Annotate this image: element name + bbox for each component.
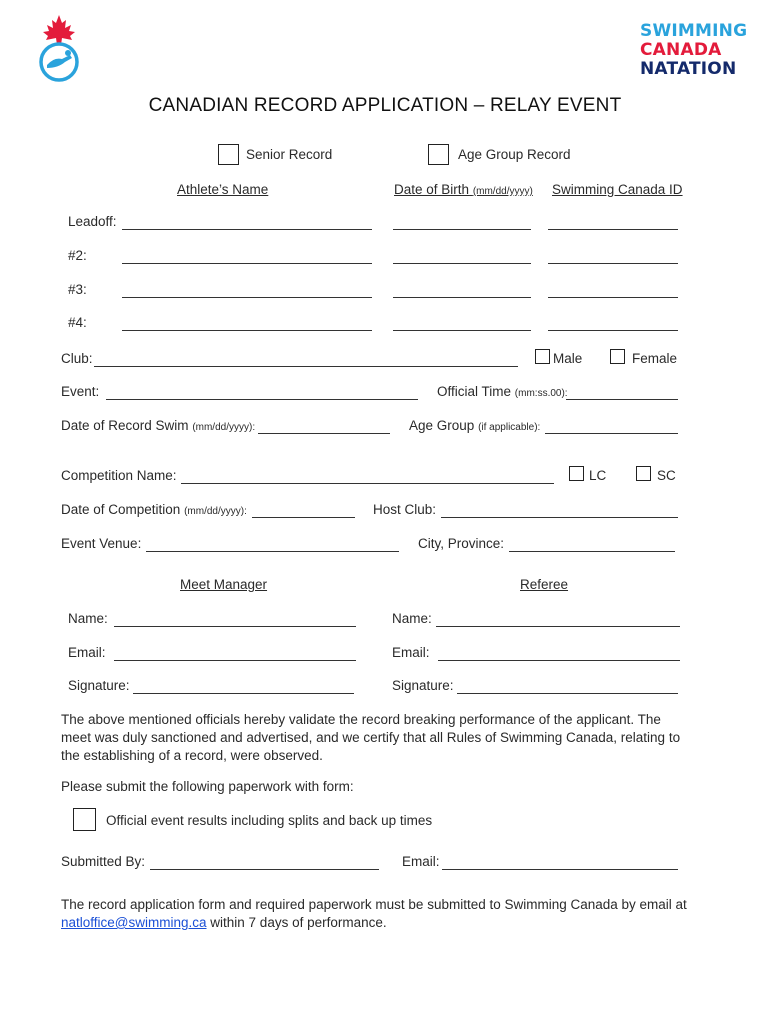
competition-date-label [61, 502, 247, 517]
submitter-email-field[interactable] [442, 869, 678, 870]
club-label: Club: [61, 351, 93, 366]
submission-instructions-text: The record application form and required paperwork must be submitted to Swimming Canada by email at [61, 897, 687, 912]
brand-wordmark-line2: CANADA [640, 40, 722, 60]
official-time-format: (mm:ss.00): [514, 388, 568, 399]
page-title: CANADIAN RECORD APPLICATION – RELAY EVENT [148, 95, 622, 116]
swimmer-2-id-field[interactable] [548, 263, 678, 264]
event-field[interactable] [106, 399, 418, 400]
event-label: Event: [61, 384, 100, 399]
submission-instructions [61, 896, 691, 932]
swimmer-2-dob-field[interactable] [393, 263, 531, 264]
referee-signature-field[interactable] [457, 693, 678, 694]
female-label: Female [632, 351, 678, 366]
referee-header: Referee [520, 577, 569, 592]
referee-email-field[interactable] [438, 660, 680, 661]
event-venue-field[interactable] [146, 551, 399, 552]
senior-record-label: Senior Record [246, 147, 333, 162]
meet-manager-signature-label: Signature: [68, 678, 130, 693]
meet-manager-name-label: Name: [68, 611, 108, 626]
maple-leaf-swimmer-logo-icon [34, 13, 84, 83]
swimming-canada-id-header: Swimming Canada ID [552, 182, 683, 197]
dob-header-label: Date of Birth [394, 182, 470, 197]
competition-date-text: Date of Competition [61, 502, 181, 517]
event-venue-label: Event Venue: [61, 536, 142, 551]
sc-label: SC [657, 468, 676, 483]
submitted-by-field[interactable] [150, 869, 379, 870]
dob-header [394, 182, 533, 197]
age-group-note: (if applicable): [478, 422, 541, 433]
dob-format: (mm/dd/yyyy) [472, 186, 533, 197]
record-swim-date-field[interactable] [258, 433, 390, 434]
city-province-field[interactable] [509, 551, 675, 552]
referee-name-label: Name: [392, 611, 432, 626]
brand-wordmark-line1: SWIMMING [640, 21, 748, 41]
record-swim-date-format: (mm/dd/yyyy): [192, 422, 256, 433]
submitter-email-label: Email: [402, 854, 440, 869]
referee-name-field[interactable] [436, 626, 680, 627]
record-swim-date-label [61, 418, 255, 433]
club-field[interactable] [94, 366, 518, 367]
record-swim-date-text: Date of Record Swim [61, 418, 189, 433]
meet-manager-signature-field[interactable] [133, 693, 354, 694]
paperwork-instructions: Please submit the following paperwork with form: [61, 779, 354, 794]
lc-label: LC [589, 468, 607, 483]
validation-statement: The above mentioned officials hereby validate the record breaking performance of the applicant. The meet was duly sanctioned and advertised, and we certify that all Rules of Swimming Canada, relating to the establishing of a record, were observed. [61, 712, 681, 763]
swimmer-4-name-field[interactable] [122, 330, 372, 331]
swimmer-2-label: #2: [68, 248, 87, 263]
referee-email-label: Email: [392, 645, 430, 660]
leadoff-name-field[interactable] [122, 229, 372, 230]
event-results-label: Official event results including splits and back up times [106, 813, 433, 828]
swimmer-4-id-field[interactable] [548, 330, 678, 331]
competition-name-label: Competition Name: [61, 468, 177, 483]
swimmer-3-name-field[interactable] [122, 297, 372, 298]
official-time-label [437, 384, 568, 399]
swimmer-3-dob-field[interactable] [393, 297, 531, 298]
leadoff-id-field[interactable] [548, 229, 678, 230]
national-office-email-link[interactable]: natloffice@swimming.ca [61, 915, 207, 930]
competition-name-field[interactable] [181, 483, 554, 484]
official-time-field[interactable] [566, 399, 678, 400]
swimmer-3-label: #3: [68, 282, 87, 297]
age-group-record-checkbox[interactable] [428, 144, 449, 165]
lc-checkbox[interactable] [569, 466, 584, 481]
age-group-record-label: Age Group Record [458, 147, 571, 162]
host-club-label: Host Club: [373, 502, 437, 517]
submitted-by-label: Submitted By: [61, 854, 146, 869]
athlete-name-header: Athlete’s Name [177, 182, 269, 197]
city-province-label: City, Province: [418, 536, 505, 551]
referee-signature-label: Signature: [392, 678, 454, 693]
sc-checkbox[interactable] [636, 466, 651, 481]
leadoff-dob-field[interactable] [393, 229, 531, 230]
swimmer-4-dob-field[interactable] [393, 330, 531, 331]
meet-manager-header: Meet Manager [180, 577, 268, 592]
swimmer-4-label: #4: [68, 315, 87, 330]
event-results-checkbox[interactable] [73, 808, 96, 831]
meet-manager-email-label: Email: [68, 645, 106, 660]
age-group-text: Age Group [409, 418, 475, 433]
swimmer-2-name-field[interactable] [122, 263, 372, 264]
senior-record-checkbox[interactable] [218, 144, 239, 165]
brand-wordmark-line3: NATATION [640, 59, 737, 79]
age-group-label [409, 418, 540, 433]
meet-manager-name-field[interactable] [114, 626, 356, 627]
swimmer-3-id-field[interactable] [548, 297, 678, 298]
leadoff-label: Leadoff: [68, 214, 117, 229]
age-group-field[interactable] [545, 433, 678, 434]
official-time-text: Official Time [437, 384, 512, 399]
meet-manager-email-field[interactable] [114, 660, 356, 661]
host-club-field[interactable] [441, 517, 678, 518]
male-checkbox[interactable] [535, 349, 550, 364]
competition-date-field[interactable] [252, 517, 355, 518]
submission-instructions-deadline: within 7 days of performance. [210, 915, 387, 930]
male-label: Male [553, 351, 583, 366]
female-checkbox[interactable] [610, 349, 625, 364]
competition-date-format: (mm/dd/yyyy): [184, 506, 247, 517]
